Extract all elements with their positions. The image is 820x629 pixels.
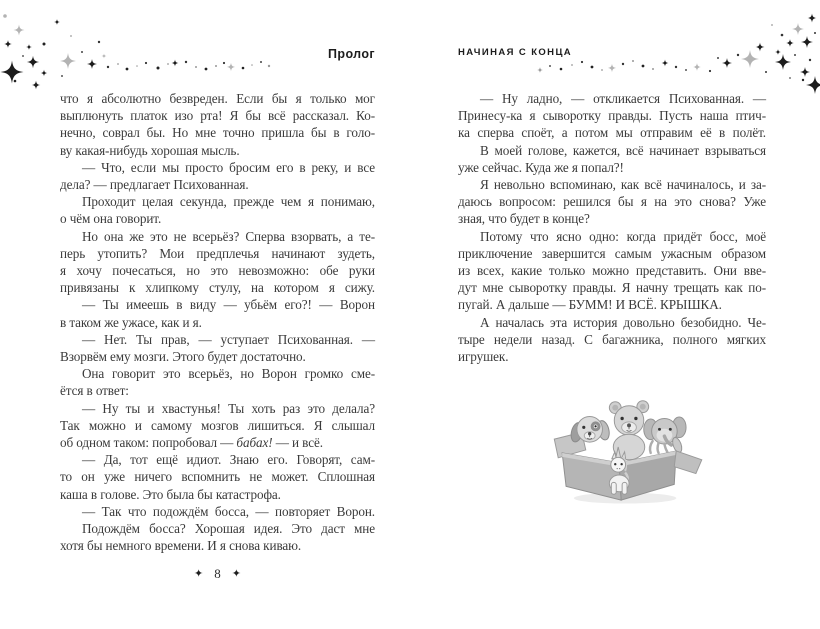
text-line: тыре недели назад. С багажника, полного мягких	[458, 331, 766, 347]
text-line: Подождём босса? Хорошая идея. Это даст мне	[82, 521, 375, 537]
text-line: ву какая-нибудь хорошая мысль.	[60, 142, 240, 158]
toy-dog	[569, 417, 611, 444]
page-number: 8	[214, 566, 221, 581]
left-page-text	[60, 90, 375, 554]
text-line: даюсь вопросом: решился бы я на это снова? Уже	[458, 194, 766, 210]
text-line: пугай. А дальше — БУММ! И ВСЁ. КРЫШКА.	[458, 297, 722, 313]
toy-elephant	[644, 417, 686, 454]
text-line: выплюнуть платок изо рта! Я бы всё рассказал. Ко-	[60, 108, 375, 124]
text-line: нечно, соврал бы. Но мне точно пришла бы в голо-	[60, 125, 375, 141]
text-line: Потому что ясно одно: когда придёт босс, моё	[480, 228, 766, 244]
box-flap-right	[674, 451, 702, 474]
text-line: — Ну ладно, — откликается Психованная. —	[480, 91, 766, 106]
text-line: об одном таком: попробовал — бабах! — и всё.	[60, 435, 323, 451]
right-page-text	[458, 90, 766, 365]
text-line: В моей голове, кажется, всё начинает взрываться	[480, 142, 766, 158]
text-line: Проходит целая секунда, прежде чем я понимаю,	[82, 194, 375, 210]
toy-teddy-bear	[609, 401, 648, 460]
text-line: ка сперва споёт, а потом мы отправим её в полёт.	[458, 125, 766, 141]
text-line: перь утопить? Мои предплечья начинают зудеть,	[60, 245, 375, 261]
text-line: привязаны к хлипкому стулу, на котором я сижу.	[60, 280, 375, 296]
text-line: — Что, если мы просто бросим его в реку, и все	[82, 159, 375, 175]
text-line: — Ну ты и хвастунья! Ты хоть раз это делала?	[82, 400, 375, 416]
plush-toys-illustration	[545, 388, 715, 506]
text-line: в таком же ужасе, как и я.	[60, 314, 202, 330]
text-line: Но она же это не всерьёз? Сперва взорвать, а те-	[82, 228, 375, 244]
text-line: — Ты имеешь в виду — убьём его?! — Ворон	[82, 297, 375, 313]
page-number-block	[60, 566, 375, 582]
running-head-prologue: Пролог	[328, 47, 375, 61]
text-line: — Да, тот ещё идиот. Знаю его. Говорят, сам-	[82, 452, 375, 468]
sparkle-ornament-right: ✦	[231, 568, 241, 580]
text-line: каша в голове. Это была бы катастрофа.	[60, 486, 281, 502]
text-line: Принесу-ка я сыворотку правды. Пусть наша птич-	[458, 108, 766, 124]
text-line: Я невольно вспоминаю, как всё начиналось, и за-	[480, 177, 766, 193]
running-head-chapter: НАЧИНАЯ С КОНЦА	[458, 47, 573, 58]
text-line: зная, что будет в конце?	[458, 211, 590, 227]
text-line: дела? — предлагает Психованная.	[60, 177, 249, 193]
text-line: А началась эта история довольно безобидно. Че-	[480, 314, 766, 330]
text-line: Взорвём ему мозги. Этого будет достаточно.	[60, 349, 306, 365]
sparkle-ornament-left: ✦	[194, 568, 204, 580]
text-line: — Так что подождём босса, — повторяет Ворон.	[82, 503, 375, 519]
text-line: Так можно и самому мозгов лишиться. Я слышал	[60, 417, 375, 433]
text-line: игрушек.	[458, 349, 509, 365]
text-line: из всех, какие только можно представить. Они вве-	[458, 263, 766, 279]
text-line: — Нет. Ты прав, — уступает Психованная. —	[82, 331, 375, 347]
text-line: дут мне сыворотку правды. Я начну трещать как по-	[458, 280, 766, 296]
text-line: хотя бы немного времени. И я снова киваю.	[60, 538, 302, 554]
text-line: уже сейчас. Куда же я попал?!	[458, 159, 624, 175]
text-line: ётся в ответ:	[60, 383, 129, 399]
text-line: о чём она говорит.	[60, 211, 162, 227]
text-line: Она говорит это всерьёз, но Ворон громко сме-	[82, 366, 375, 382]
text-line: я хочу почесаться, но это невозможно: обе руки	[60, 263, 375, 279]
text-line: то он уже ничего вспомнить не может. Сплошная	[60, 469, 375, 485]
text-line: приключение завершится самым ужасным образом	[458, 245, 766, 261]
text-line: что я абсолютно безвреден. Если бы я только мог	[60, 91, 375, 106]
